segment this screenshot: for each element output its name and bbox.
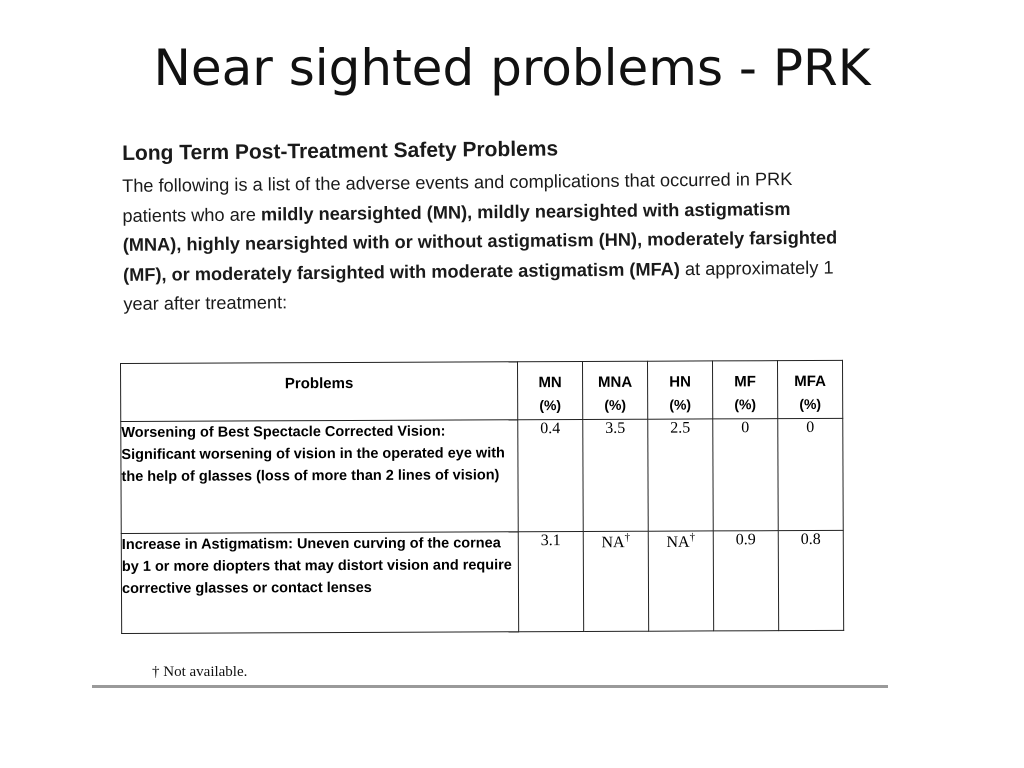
problems-column-header: Problems: [121, 362, 518, 422]
table-cell: 0.4: [518, 419, 583, 531]
table-cell: 2.5: [648, 419, 713, 531]
safety-problems-table: [120, 360, 844, 634]
table-cell: NA†: [583, 531, 648, 631]
intro-text-end: at approximately 1 year after treatment:: [123, 257, 834, 315]
scanned-document: [92, 138, 888, 690]
document-intro: [122, 164, 854, 320]
column-header-mn: MN (%): [517, 361, 582, 419]
column-header-mna: MNA (%): [582, 361, 647, 419]
table-cell: NA†: [648, 531, 713, 631]
table-cell: 0: [778, 418, 843, 530]
dagger-mark: †: [689, 531, 696, 544]
table-cell: 3.5: [583, 419, 648, 531]
scan-bottom-rule: [92, 685, 888, 688]
table-row: [121, 530, 843, 633]
table-cell: 0: [713, 419, 778, 531]
column-header-hn: HN (%): [647, 361, 712, 419]
table-cell: 3.1: [518, 531, 583, 631]
row-description: Increase in Astigmatism: Uneven curving of the cornea by 1 or more diopters that may distort vision and require corrective glasses or contact lenses: [121, 532, 518, 634]
intro-bold-categories: mildly nearsighted (MN), mildly nearsighted with astigmatism (MNA), highly nearsighted with or without astigmatism (HN), moderately farsighted (MF), or moderately farsighted with moderate astigmatism (MFA): [122, 198, 838, 285]
table-footnote: † Not available.: [152, 664, 248, 680]
dagger-mark: †: [624, 531, 631, 544]
intro-text-start: The following is a list of the adverse events and complications that occurred in PRK patients who are: [122, 168, 793, 226]
row-description: Worsening of Best Spectacle Corrected Vision: Significant worsening of vision in the operated eye with the help of glasses (loss of more than 2 lines of vision): [121, 420, 518, 534]
table-cell: 0.8: [778, 530, 843, 630]
slide-title: Near sighted problems - PRK: [153, 39, 871, 97]
table-cell: 0.9: [713, 531, 778, 631]
document-heading: Long Term Post-Treatment Safety Problems: [122, 137, 559, 165]
column-header-mf: MF (%): [712, 361, 777, 419]
table-header-row: [121, 360, 843, 421]
table-row: [121, 418, 843, 533]
column-header-mfa: MFA (%): [777, 360, 842, 418]
